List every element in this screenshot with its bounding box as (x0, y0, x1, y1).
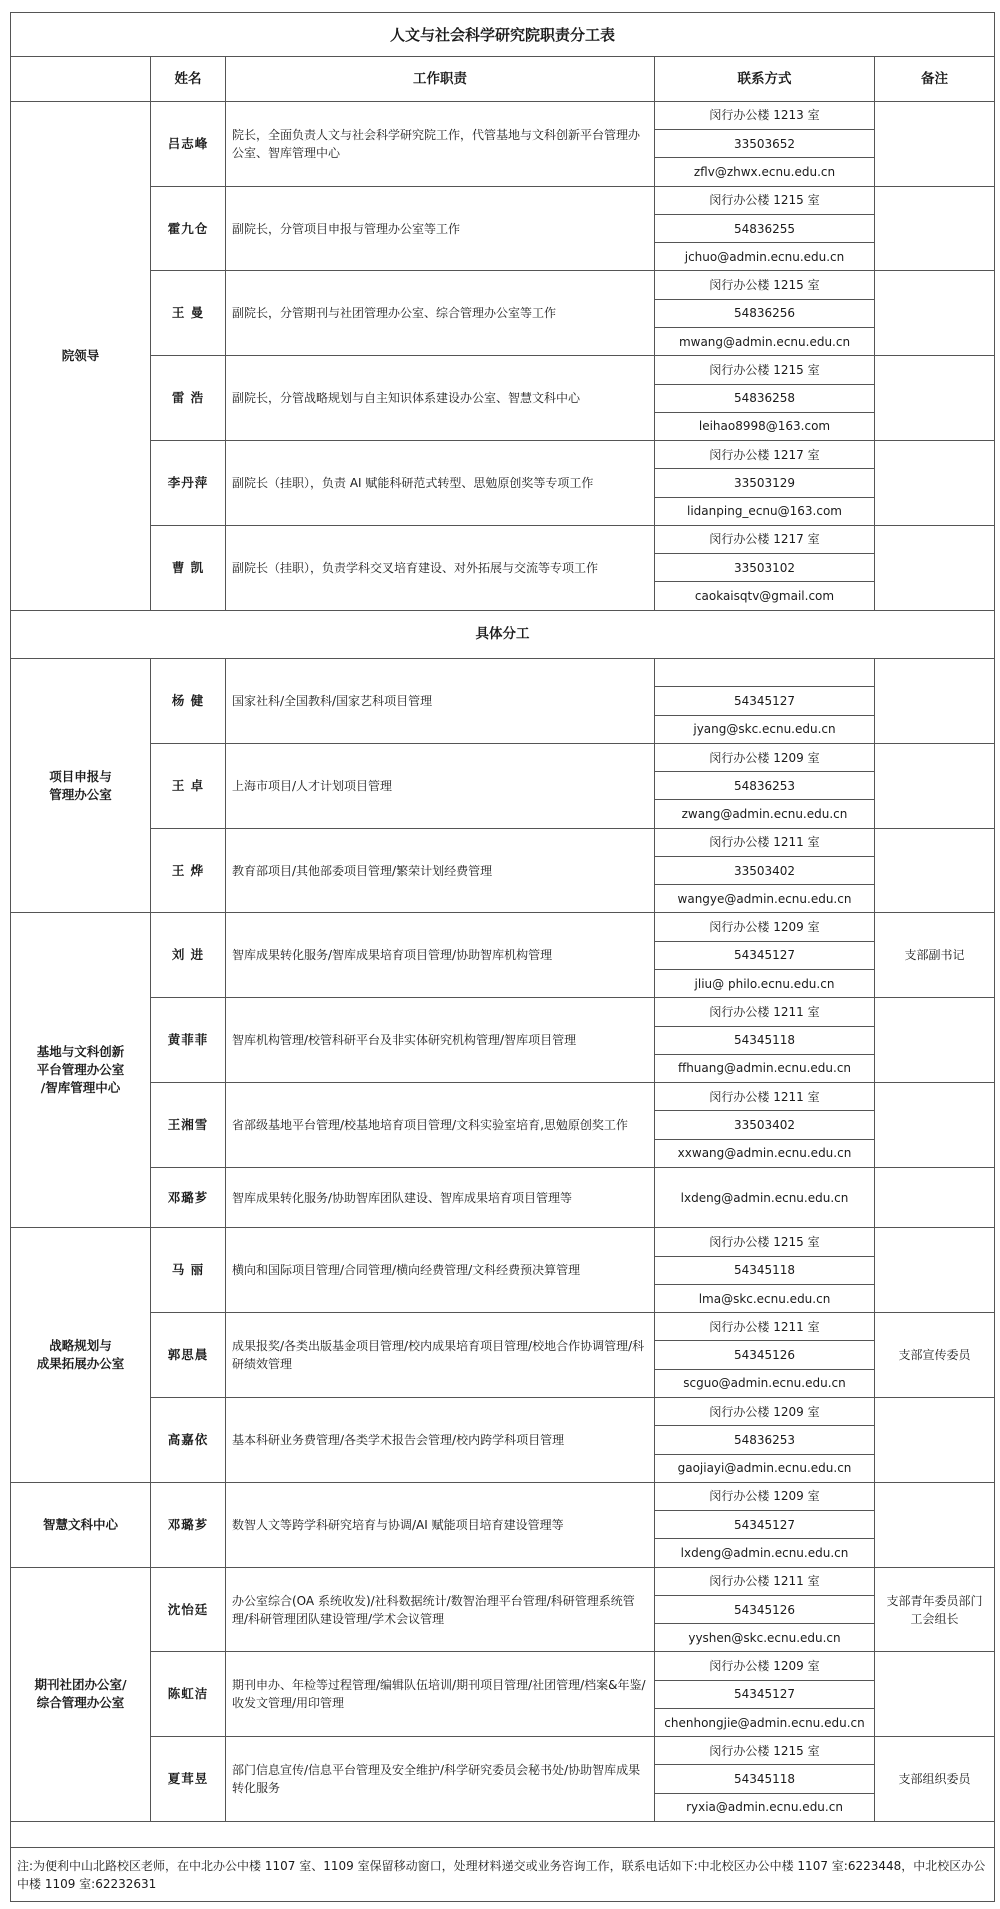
table-row (11, 1313, 995, 1341)
title-row (11, 13, 995, 57)
header-row (11, 57, 995, 101)
contact-info: 54345118 (655, 1026, 875, 1054)
remark-cell (875, 441, 995, 526)
person-name: 王 卓 (151, 743, 226, 828)
person-name: 夏茸昱 (151, 1737, 226, 1822)
person-name: 霍九仓 (151, 186, 226, 271)
table-row (11, 525, 995, 553)
contact-info: 闵行办公楼 1209 室 (655, 743, 875, 771)
person-name: 高嘉依 (151, 1398, 226, 1483)
table-row (11, 1737, 995, 1765)
remark-cell: 支部副书记 (875, 913, 995, 998)
contact-info: 54345118 (655, 1256, 875, 1284)
contact-info: lma@skc.ecnu.edu.cn (655, 1284, 875, 1312)
contact-info: 54836253 (655, 1426, 875, 1454)
contact-info: 33503402 (655, 1111, 875, 1139)
contact-info: 闵行办公楼 1215 室 (655, 186, 875, 214)
table-row (11, 1567, 995, 1595)
table-row (11, 998, 995, 1026)
contact-info: 33503652 (655, 130, 875, 158)
contact-info: 54836255 (655, 214, 875, 242)
person-duties: 智库机构管理/校管科研平台及非实体研究机构管理/智库项目管理 (226, 998, 655, 1083)
person-name: 沈怡廷 (151, 1567, 226, 1652)
table-row (11, 743, 995, 771)
remark-cell (875, 1482, 995, 1567)
remark-cell (875, 998, 995, 1083)
contact-info: zflv@zhwx.ecnu.edu.cn (655, 158, 875, 186)
person-duties: 部门信息宣传/信息平台管理及安全维护/科学研究委员会秘书处/协助智库成果转化服务 (226, 1737, 655, 1822)
person-name: 雷 浩 (151, 356, 226, 441)
contact-info: wangye@admin.ecnu.edu.cn (655, 885, 875, 913)
contact-info: 闵行办公楼 1209 室 (655, 1482, 875, 1510)
contact-info: jchuo@admin.ecnu.edu.cn (655, 243, 875, 271)
person-name: 黄菲菲 (151, 998, 226, 1083)
person-duties: 副院长（挂职），负责学科交叉培育建设、对外拓展与交流等专项工作 (226, 525, 655, 610)
contact-info: 54836256 (655, 299, 875, 327)
contact-info: 54345127 (655, 687, 875, 715)
person-name: 王 曼 (151, 271, 226, 356)
department-cell: 战略规划与 成果拓展办公室 (11, 1228, 151, 1482)
table-row (11, 913, 995, 941)
department-cell: 基地与文科创新 平台管理办公室 /智库管理中心 (11, 913, 151, 1228)
contact-info: mwang@admin.ecnu.edu.cn (655, 327, 875, 355)
person-name: 吕志峰 (151, 101, 226, 186)
contact-info: 闵行办公楼 1209 室 (655, 913, 875, 941)
person-duties: 国家社科/全国教科/国家艺科项目管理 (226, 659, 655, 744)
remark-cell (875, 1083, 995, 1168)
table-row (11, 356, 995, 384)
table-row (11, 1398, 995, 1426)
spacer-row (11, 1822, 995, 1848)
contact-info: ryxia@admin.ecnu.edu.cn (655, 1793, 875, 1821)
contact-info: 闵行办公楼 1209 室 (655, 1398, 875, 1426)
contact-info: lidanping_ecnu@163.com (655, 497, 875, 525)
table-title: 人文与社会科学研究院职责分工表 (11, 13, 995, 57)
remark-cell (875, 659, 995, 744)
remark-cell (875, 186, 995, 271)
person-duties: 副院长（挂职），负责 AI 赋能科研范式转型、思勉原创奖等专项工作 (226, 441, 655, 526)
table-row (11, 186, 995, 214)
department-cell: 期刊社团办公室/ 综合管理办公室 (11, 1567, 151, 1821)
contact-info: jyang@skc.ecnu.edu.cn (655, 715, 875, 743)
person-duties: 副院长，分管项目申报与管理办公室等工作 (226, 186, 655, 271)
remark-cell (875, 356, 995, 441)
person-name: 王 烨 (151, 828, 226, 913)
person-duties: 办公室综合(OA 系统收发)/社科数据统计/数智治理平台管理/科研管理系统管理/科研管理团队建设管理/学术会议管理 (226, 1567, 655, 1652)
table-row (11, 828, 995, 856)
contact-info: caokaisqtv@gmail.com (655, 582, 875, 610)
spacer-cell (11, 1822, 995, 1848)
person-duties: 省部级基地平台管理/校基地培育项目管理/文科实验室培育,思勉原创奖工作 (226, 1083, 655, 1168)
person-duties: 副院长，分管期刊与社团管理办公室、综合管理办公室等工作 (226, 271, 655, 356)
contact-info: yyshen@skc.ecnu.edu.cn (655, 1624, 875, 1652)
contact-info: 33503102 (655, 554, 875, 582)
remark-cell (875, 271, 995, 356)
contact-info: lxdeng@admin.ecnu.edu.cn (655, 1167, 875, 1228)
remark-cell: 支部宣传委员 (875, 1313, 995, 1398)
person-name: 邓璐芗 (151, 1167, 226, 1228)
table-row (11, 441, 995, 469)
contact-info: 54345118 (655, 1765, 875, 1793)
remark-cell (875, 743, 995, 828)
person-duties: 基本科研业务费管理/各类学术报告会管理/校内跨学科项目管理 (226, 1398, 655, 1483)
contact-info: 闵行办公楼 1211 室 (655, 1567, 875, 1595)
table-row (11, 1482, 995, 1510)
contact-info: 54345126 (655, 1595, 875, 1623)
person-name: 陈虹洁 (151, 1652, 226, 1737)
remark-cell: 支部青年委员部门 工会组长 (875, 1567, 995, 1652)
person-duties: 横向和国际项目管理/合同管理/横向经费管理/文科经费预决算管理 (226, 1228, 655, 1313)
remark-cell: 支部组织委员 (875, 1737, 995, 1822)
contact-info: 33503402 (655, 856, 875, 884)
person-name: 郭思晨 (151, 1313, 226, 1398)
table-row (11, 1652, 995, 1680)
person-name: 马 丽 (151, 1228, 226, 1313)
contact-info: 33503129 (655, 469, 875, 497)
contact-info: 54836258 (655, 384, 875, 412)
contact-info: 闵行办公楼 1215 室 (655, 1737, 875, 1765)
contact-info: 闵行办公楼 1211 室 (655, 1313, 875, 1341)
contact-info: scguo@admin.ecnu.edu.cn (655, 1369, 875, 1397)
header-name: 姓名 (151, 57, 226, 101)
person-name: 杨 健 (151, 659, 226, 744)
person-name: 邓璐芗 (151, 1482, 226, 1567)
person-name: 刘 进 (151, 913, 226, 998)
contact-info: 54345126 (655, 1341, 875, 1369)
person-name: 李丹萍 (151, 441, 226, 526)
contact-info: 闵行办公楼 1215 室 (655, 271, 875, 299)
contact-info: 54345127 (655, 941, 875, 969)
person-duties: 成果报奖/各类出版基金项目管理/校内成果培育项目管理/校地合作协调管理/科研绩效管理 (226, 1313, 655, 1398)
contact-info: jliu@ philo.ecnu.edu.cn (655, 970, 875, 998)
contact-info: 54345127 (655, 1680, 875, 1708)
department-cell: 院领导 (11, 101, 151, 610)
header-duty: 工作职责 (226, 57, 655, 101)
contact-info: chenhongjie@admin.ecnu.edu.cn (655, 1708, 875, 1736)
person-duties: 数智人文等跨学科研究培育与协调/AI 赋能项目培育建设管理等 (226, 1482, 655, 1567)
contact-info: 闵行办公楼 1211 室 (655, 828, 875, 856)
contact-info: 闵行办公楼 1215 室 (655, 356, 875, 384)
contact-info: 闵行办公楼 1211 室 (655, 1083, 875, 1111)
contact-info: xxwang@admin.ecnu.edu.cn (655, 1139, 875, 1167)
table-row (11, 1167, 995, 1228)
remark-cell (875, 1398, 995, 1483)
department-cell: 项目申报与 管理办公室 (11, 659, 151, 913)
table-row (11, 1228, 995, 1256)
contact-info: 54345127 (655, 1511, 875, 1539)
contact-info: zwang@admin.ecnu.edu.cn (655, 800, 875, 828)
contact-info: gaojiayi@admin.ecnu.edu.cn (655, 1454, 875, 1482)
person-duties: 期刊申办、年检等过程管理/编辑队伍培训/期刊项目管理/社团管理/档案&年鉴/收发文管理/用印管理 (226, 1652, 655, 1737)
person-duties: 智库成果转化服务/智库成果培育项目管理/协助智库机构管理 (226, 913, 655, 998)
person-duties: 智库成果转化服务/协助智库团队建设、智库成果培育项目管理等 (226, 1167, 655, 1228)
contact-info: 闵行办公楼 1217 室 (655, 525, 875, 553)
contact-info: 54836253 (655, 772, 875, 800)
department-cell: 智慧文科中心 (11, 1482, 151, 1567)
footer-note: 注:为便利中山北路校区老师，在中北办公中楼 1107 室、1109 室保留移动窗口，处理材料递交或业务咨询工作，联系电话如下:中北校区办公中楼 1107 室:6223448，中北校区办公中楼 1109 室:62232631 (11, 1848, 995, 1902)
section-title: 具体分工 (11, 610, 995, 658)
contact-info: ffhuang@admin.ecnu.edu.cn (655, 1054, 875, 1082)
contact-info: 闵行办公楼 1217 室 (655, 441, 875, 469)
contact-info: 闵行办公楼 1213 室 (655, 101, 875, 129)
table-row (11, 271, 995, 299)
person-duties: 院长，全面负责人文与社会科学研究院工作，代管基地与文科创新平台管理办公室、智库管理中心 (226, 101, 655, 186)
remark-cell (875, 525, 995, 610)
contact-info: 闵行办公楼 1209 室 (655, 1652, 875, 1680)
contact-info (655, 659, 875, 687)
remark-cell (875, 1652, 995, 1737)
person-duties: 教育部项目/其他部委项目管理/繁荣计划经费管理 (226, 828, 655, 913)
header-contact: 联系方式 (655, 57, 875, 101)
header-remark: 备注 (875, 57, 995, 101)
table-row (11, 1083, 995, 1111)
remark-cell (875, 101, 995, 186)
section-row (11, 610, 995, 658)
person-duties: 副院长，分管战略规划与自主知识体系建设办公室、智慧文科中心 (226, 356, 655, 441)
contact-info: leihao8998@163.com (655, 412, 875, 440)
person-name: 王湘雪 (151, 1083, 226, 1168)
table-row (11, 659, 995, 687)
table-row (11, 101, 995, 129)
person-name: 曹 凯 (151, 525, 226, 610)
remark-cell (875, 1228, 995, 1313)
remark-cell (875, 1167, 995, 1228)
person-duties: 上海市项目/人才计划项目管理 (226, 743, 655, 828)
contact-info: 闵行办公楼 1215 室 (655, 1228, 875, 1256)
remark-cell (875, 828, 995, 913)
contact-info: lxdeng@admin.ecnu.edu.cn (655, 1539, 875, 1567)
contact-info: 闵行办公楼 1211 室 (655, 998, 875, 1026)
note-row (11, 1848, 995, 1902)
header-dept-empty (11, 57, 151, 101)
responsibility-table (10, 12, 995, 1902)
